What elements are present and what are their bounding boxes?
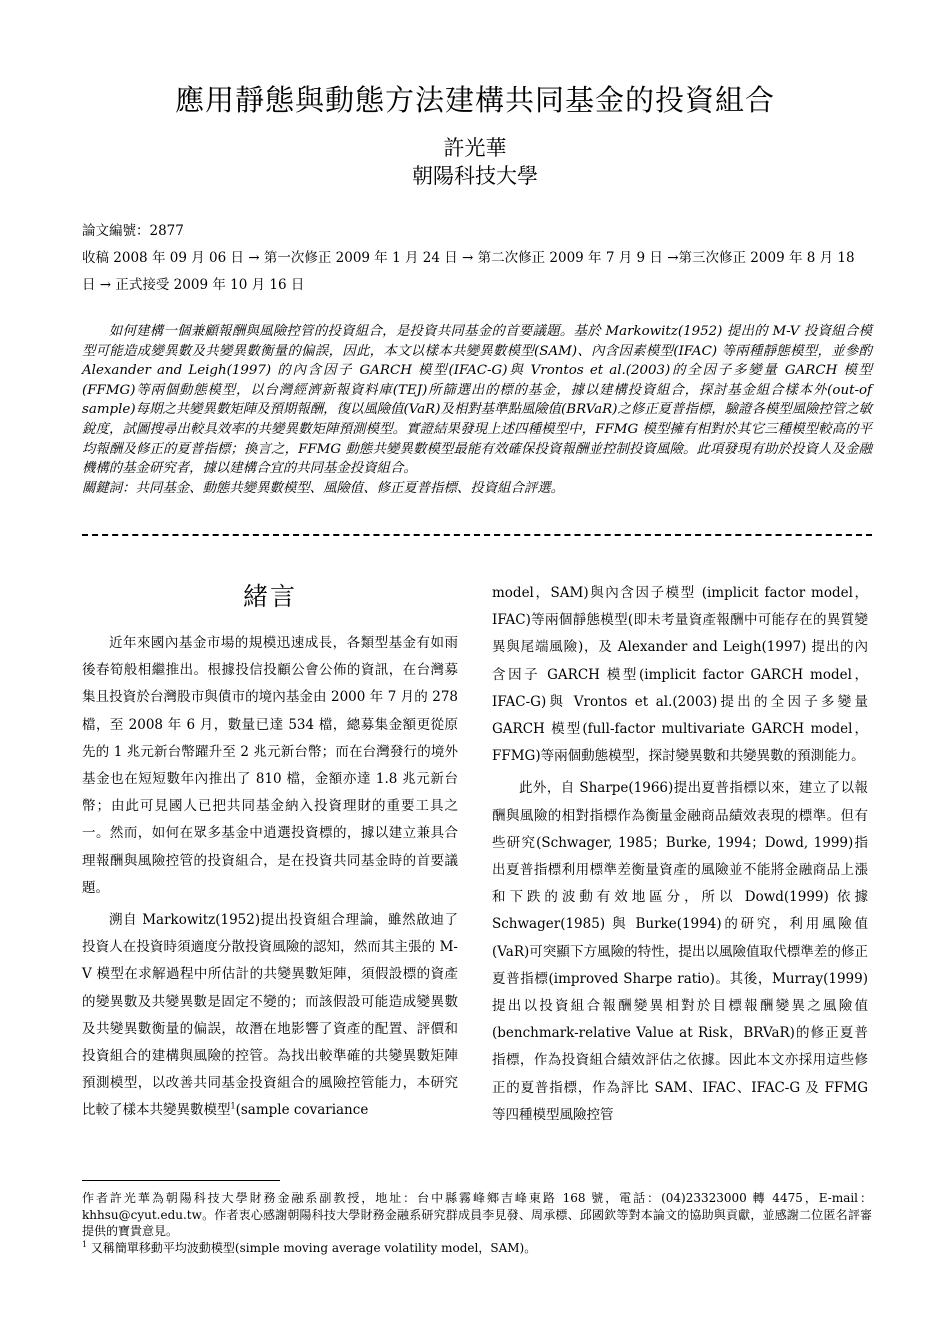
intro-paragraph-1: 近年來國內基金市場的規模迅速成長，各類型基金有如雨後春筍般相繼推出。根據投信投顧公會公佈的資訊，在台灣募集且投資於台灣股市與債市的境內基金由 2000 年 7 月的 278 檔，至 2008 年 6 月，數量已達 534 檔，總募集金額更從原先的 1 兆元新台幣躍升至 2 兆元新台幣；而在台灣發行的境外基金也在短短數年內推出了 810 檔，金額亦達 1.8 兆元新台幣；由此可見國人已把共同基金納入投資理財的重要工具之一。然而，如何在眾多基金中逍選投資標的，據以建立兼具合理報酬與風險控管的投資組合，是在投資共同基金時的首要議題。	[82, 635, 458, 896]
intro-paragraph-2-continued: model，SAM)與內含因子模型 (implicit factor model，IFAC)等兩個靜態模型(即未考量資產報酬中可能存在的異質變異與尾端風險)，及 Alexander and Leigh(1997) 提出的內含因子 GARCH 模型(implicit factor GARCH model，IFAC-G)與 Vrontos et al.(2003)提出的全因子多變量 GARCH 模型(full-factor multivariate GARCH model，FFMG)等兩個動態模型，探討變異數和共變異數的預測能力。	[492, 585, 868, 765]
paper-title: 應用靜態與動態方法建構共同基金的投資組合	[174, 83, 775, 117]
footnote-1	[82, 1240, 872, 1257]
abstract-text: 如何建構一個兼顧報酬與風險控管的投資組合，是投資共同基金的首要議題。基於 Markowitz(1952) 提出的 M-V 投資組合模型可能造成變異數及共變異數衡量的偏誤，因此，本文以樣本共變異數模型(SAM)、內含因素模型(IFAC) 等兩種靜態模型，並參酌 Alexander and Leigh(1997) 的內含因子 GARCH 模型(IFAC-G)與 Vrontos et al.(2003)的全因子多變量 GARCH 模型(FFMG)等兩個動態模型，以台灣經濟新報資料庫(TEJ)所篩選出的標的基金，據以建構投資組合，探討基金組合樣本外(out-of sample)每期之共變異數矩陣及預期報酬，復以風險值(VaR)及相對基準點風險值(BRVaR)之修正夏普指標，驗證各模型風險控管之敏銳度，試圖搜尋出較具效率的共變異數矩陣預測模型。實證結果發現上述四種模型中，FFMG 模型擁有相對於其它三種模型較高的平均報酬及修正的夏普指標；換言之，FFMG 動態共變異數模型最能有效確保投資報酬並控制投資風險。此項發現有助於投資人及金融機構的基金研究者，據以建構合宜的共同基金投資組合。	[82, 324, 872, 477]
intro-paragraph-2	[82, 907, 458, 1125]
submission-history: 收稿 2008 年 09 月 06 日 → 第一次修正 2009 年 1 月 24 日 → 第二次修正 2009 年 7 月 9 日 →第三次修正 2009 年 8 月 18 日 → 正式接受 2009 年 10 月 16 日	[82, 250, 855, 293]
keywords: 關鍵詞：共同基金、動態共變異數模型、風險值、修正夏普指標、投資組合評選。	[82, 480, 565, 496]
left-column	[82, 580, 458, 1125]
footnotes	[82, 1190, 872, 1256]
section-divider	[82, 534, 872, 536]
footnote-1-text: 又稱簡單移動平均波動模型(simple moving average volatility model，SAM)。	[90, 1240, 537, 1255]
author-affiliation: 朝陽科技大學	[412, 164, 538, 188]
footnote-rule	[82, 1180, 280, 1181]
footnote-1-mark: 1	[82, 1239, 88, 1249]
footnote-ref-1: 1	[230, 1101, 236, 1111]
section-title: 緒言	[242, 582, 297, 611]
author-footnote: 作者許光華為朝陽科技大學財務金融系副教授，地址：台中縣霧峰鄉吉峰東路 168 號，電話：(04)23323000 轉 4475，E-mail：khhsu@cyut.edu.tw。作者衷心感謝朝陽科技大學財務金融系研究群成員李見發、周承標、邱國欽等對本論文的協助與貢獻，並感謝二位匿名評審提供的寶貴意見。	[82, 1191, 872, 1238]
right-column	[492, 580, 868, 1129]
author-name: 許光華	[443, 136, 507, 160]
intro-paragraph-3: 此外，自 Sharpe(1966)提出夏普指標以來，建立了以報酬與風險的相對指標作為衡量金融商品績效表現的標準。但有些研究(Schwager, 1985；Burke, 1994；Dowd, 1999)指出夏普指標利用標準差衡量資產的風險並不能將金融商品上漲和下跌的波動有效地區分，所以 Dowd(1999) 依據 Schwager(1985) 與 Burke(1994)的研究，利用風險值(VaR)可突顯下方風險的特性，提出以風險值取代標準差的修正夏普指標(improved Sharpe ratio)。其後，Murray(1999)提出以投資組合報酬變異相對於目標報酬變異之風險值(benchmark-relative Value at Risk，BRVaR)的修正夏普指標，作為投資組合績效評估之依據。因此本文亦採用這些修正的夏普指標，作為評比 SAM、IFAC、IFAC-G 及 FFMG 等四種模型風險控管	[492, 780, 868, 1123]
intro-paragraph-2-tail: (sample covariance	[235, 1102, 369, 1119]
abstract	[82, 322, 872, 498]
paper-id: 論文編號：2877	[82, 223, 184, 239]
intro-paragraph-2-text: 溯自 Markowitz(1952)提出投資組合理論，雖然啟迪了投資人在投資時須適度分散投資風險的認知，然而其主張的 M-V 模型在求解過程中所估計的共變異數矩陣，須假設標的資產的變異數及共變異數是固定不變的；而該假設可能造成變異數及共變異數衡量的偏誤，故潛在地影響了資產的配置、評價和投資組合的建構與風險的控管。為找出較準確的共變異數矩陣預測模型，以改善共同基金投資組合的風險控管能力，本研究比較了樣本共變異數模型	[82, 912, 458, 1119]
